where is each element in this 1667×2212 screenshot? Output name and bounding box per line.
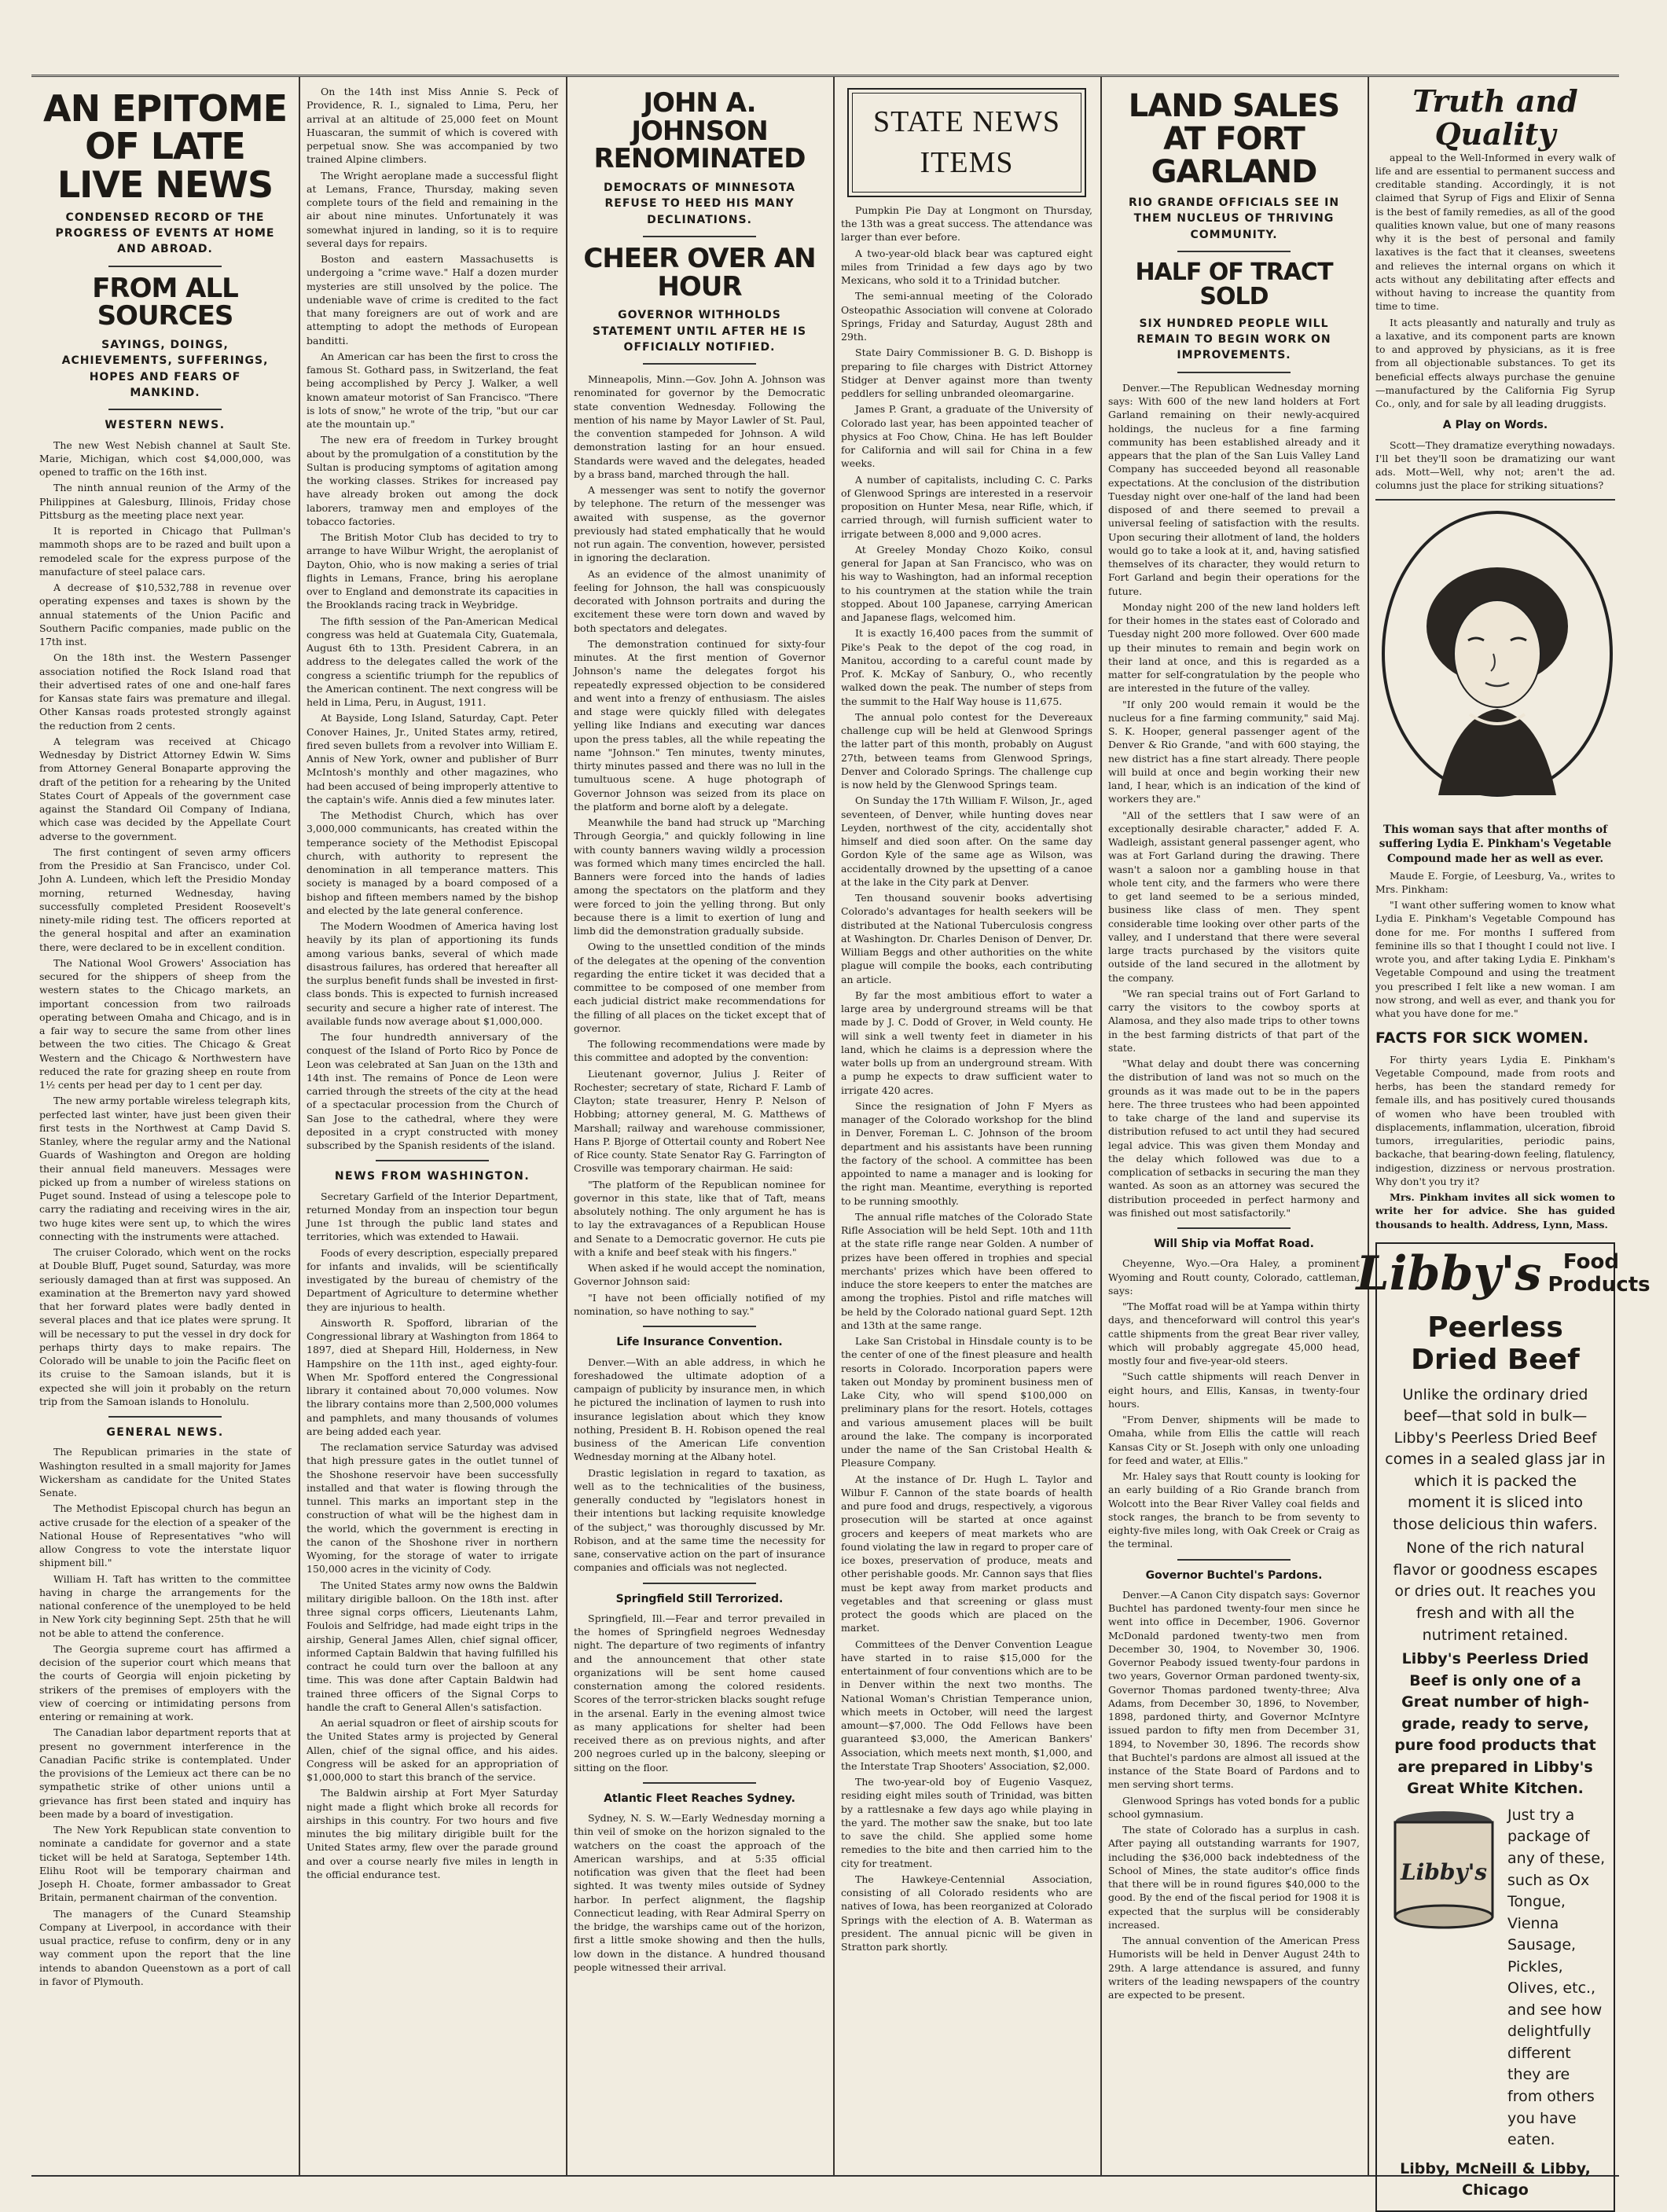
news-paragraph: On the 14th inst Miss Annie S. Peck of Providence, R. I., signaled to Lima, Peru, her arrival at an altitude of 25,000 feet on Mount Huascaran, the summit of which is covered with perpetual snow. She was accompanied by two trained Alpine climbers.: [307, 86, 558, 166]
fleet-heading: Atlantic Fleet Reaches Sydney.: [604, 1792, 795, 1805]
news-paragraph: When asked if he would accept the nomination, Governor Johnson said:: [574, 1262, 825, 1288]
news-paragraph: Pumpkin Pie Day at Longmont on Thursday, the 13th was a great success. The attendance was larger than ever before.: [841, 204, 1092, 244]
news-paragraph: An aerial squadron or fleet of airship scouts for the United States army is projected by General Allen, chief of the signal office, and his aides. Congress will be asked for an appropriation of $1,000,000 to start this branch of the service.: [307, 1717, 558, 1784]
news-paragraph: Owing to the unsettled condition of the minds of the delegates at the opening of the convention regarding the entire ticket it was decided that a committee to be composed of one member from each judicial district make recommendations for the filling of all places on the ticket except that of governor.: [574, 941, 825, 1034]
news-paragraph: The managers of the Cunard Steamship Company at Liverpool, in accordance with their usual practice, refuse to confirm, deny or in any way comment upon the report that the line intends to abandon Queenstown as a port of call in favor of Plymouth.: [39, 1907, 291, 1987]
column-3: [574, 85, 825, 2167]
news-paragraph: Sydney, N. S. W.—Early Wednesday morning a thin veil of smoke on the horizon signaled to the watchers on the coast the approach of the American warships, and at 5:35 official notification was given that the fleet had been sighted. It was twenty miles outside of Sydney harbor. In perfect alignment, the flagship Connecticut leading, with Rear Admiral Sperry on the bridge, the warships came out of the horizon, first a little smoke showing and then the hulls, low down in the distance. A hundred thousand people witnessed their arrival.: [574, 1812, 825, 1973]
news-paragraph: The following recommendations were made by this committee and adopted by the convention:: [574, 1038, 825, 1064]
news-paragraph: Ten thousand souvenir books advertising Colorado's advantages for health seekers will be distributed at the National Tuberculosis congress at Washington. Dr. Charles Denison of Denver, Dr. William Beggs and other authorities on the white plague will compile the books, each contributing an article.: [841, 892, 1092, 985]
all-sources-headline: FROM ALL SOURCES: [92, 272, 238, 332]
libbys-copy-4: Just try a package of any of these, such as Ox Tongue, Vienna Sausage, Pickles, Olives, etc., and see how delightfully different they are from others you have eaten.: [1507, 1806, 1606, 2149]
libbys-logo: Libby's: [1356, 1245, 1542, 1301]
news-paragraph: The first contingent of seven army officers from the Presidio at San Francisco, under Col. John A. Lundeen, which left the Presidio Monday morning, returned Wednesday, having successfully completed President Roosevelt's ninety-mile riding test. The officers reported at the general hospital and after an examination there, were declared to be in excellent condition.: [39, 846, 291, 953]
news-paragraph: A messenger was sent to notify the governor by telephone. The return of the messenger was awaited with suspense, as the governor previously had stated emphatically that he would not run again. The convention, however, persisted in ignoring the declaration.: [574, 484, 825, 564]
half-tract-headline: HALF OF TRACT SOLD: [1135, 258, 1333, 311]
dried-beef-jar-illustration: [1385, 1805, 1503, 1931]
column-6-ads: [1356, 83, 1650, 2199]
news-paragraph: The Modern Woodmen of America having lost heavily by its plan of apportioning its funds among various banks, several of which made disastrous failures, has ordered that hereafter all the surplus benefit funds shall be invested in first-class bonds. This is expected to furnish increased security and secure a higher rate of interest. The available funds now average about $1,000,000.: [307, 920, 558, 1027]
news-paragraph: Drastic legislation in regard to taxation, as well as to the technicalities of the business, generally conducted by "legislators honest in their intentions but lacking requisite knowledge of the subject," was thoroughly discussed by Mr. Robison, and at the same time the necessity for sane, conservative action on the part of insurance companies and officials was not neglected.: [574, 1466, 825, 1574]
general-news-list: [39, 1445, 291, 1988]
facts-for-sick-women-heading: FACTS FOR SICK WOMEN.: [1375, 1029, 1589, 1047]
news-paragraph: The Republican primaries in the state of Washington resulted in a small majority for James Wickersham as candidate for the United States Senate.: [39, 1446, 291, 1499]
news-paragraph: Since the resignation of John F Myers as manager of the Colorado workshop for the blind in Denver, Foreman L. C. Johnson of the broom department and his assistants have been running the factory of the school. A committee has been appointed to name a manager and is looking for the right man. Meantime, everything is reported to be running smoothly.: [841, 1099, 1092, 1207]
western-news-heading: WESTERN NEWS.: [105, 419, 226, 432]
news-paragraph: The annual polo contest for the Devereaux challenge cup will be held at Glenwood Springs the latter part of this month, probably on August 27th, between teams from Glenwood Springs, Denver and Colorado Springs. The challenge cup is now held by the Glenwood Springs team.: [841, 710, 1092, 791]
libbys-signature: Libby, McNeill & Libby, Chicago: [1400, 2159, 1591, 2199]
news-paragraph: The National Wool Growers' Association has secured for the shippers of sheep from the western states to the Chicago markets, an important concession from two railroads operating between Omaha and Chicago, and is in a fair way to secure the same from other lines between the two cities. The Chicago & Great Western and the Chicago & Northwestern have reduced the rate for grazing sheep en route from 1½ cents per head per day to 1 cent per day.: [39, 956, 291, 1091]
libbys-copy-2: None of the rich natural flavor or goodness escapes or dries out. It reaches you fresh and with all the nutriment retained.: [1393, 1539, 1598, 1644]
news-paragraph: Glenwood Springs has voted bonds for a public school gymnasium.: [1108, 1794, 1360, 1820]
news-paragraph: The annual convention of the American Press Humorists will be held in Denver August 24th to 29th. A large attendance is assured, and funny writers of the leading newspapers of the country are expected to be present.: [1108, 1935, 1360, 2001]
fig-syrup-copy: appeal to the Well-Informed in every walk of life and are essential to permanent success and creditable standing. Accordingly, it is not claimed that Syrup of Figs and Elixir of Senna is the best of family remedies, as all of the good qualities known value, but one of many reasons why it is the best of personal and family laxatives is the fact that it cleanses, sweetens and relieves the internal organs on which it acts without any debilitating after effects and without having to increase the quantity from time to time.: [1375, 151, 1615, 313]
news-paragraph: The ninth annual reunion of the Army of the Philippines at Galesburg, Illinois, Friday chose Pittsburg as the meeting place next year.: [39, 482, 291, 521]
news-paragraph: At Bayside, Long Island, Saturday, Capt. Peter Conover Haines, Jr., United States army, retired, fired seven bullets from a revolver into William E. Annis of New York, owner and publisher of Burr McIntosh's monthly and other magazines, who had been accused of being improperly attentive to the captain's wife. Annis died a few minutes later.: [307, 712, 558, 805]
news-paragraph: The semi-annual meeting of the Colorado Osteopathic Association will convene at Colorado Springs, Friday and Saturday, August 28th and 29th.: [841, 290, 1092, 343]
washington-news-heading: NEWS FROM WASHINGTON.: [334, 1170, 531, 1183]
news-paragraph: Lake San Cristobal in Hinsdale county is to be the center of one of the finest pleasure and health resorts in Colorado. Incorporation papers were taken out Monday by prominent business men of Lake City, who will spend $100,000 on preliminary plans for the resort. Hotels, cottages and various amusement places will be built around the lake. The company is incorporated under the name of the San Cristobal Health & Pleasure Company.: [841, 1335, 1092, 1469]
news-paragraph: Secretary Garfield of the Interior Department, returned Monday from an inspection tour begun June 1st through the public land states and territories, which was extended to Hawaii.: [307, 1190, 558, 1243]
news-paragraph: "Such cattle shipments will reach Denver in eight hours, and Ellis, Kansas, in twenty-four hours.: [1108, 1370, 1360, 1410]
news-paragraph: At Greeley Monday Chozo Koiko, consul general for Japan at San Francisco, who was on his way to Washington, had an informal reception to his countrymen at the station while the train stopped. About 100 Japanese, carrying American and Japanese flags, welcomed him.: [841, 543, 1092, 624]
johnson-headline: JOHN A. JOHNSON RENOMINATED: [593, 87, 806, 175]
western-news-list: [39, 438, 291, 1409]
news-paragraph: "We ran special trains out of Fort Garland to carry the visitors to the cowboy sports at Alamosa, and they also made trips to other towns in the best farming districts of that part of the state.: [1108, 987, 1360, 1054]
truth-quality-title: Truth and Quality: [1412, 83, 1578, 152]
news-paragraph: As an evidence of the almost unanimity of feeling for Johnson, the hall was conspicuously decorated with Johnson portraits and during the excitement these were torn down and waved by both spectators and delegates.: [574, 567, 825, 634]
jar-label: Libby's: [1400, 1858, 1488, 1885]
news-paragraph: The United States army now owns the Baldwin military dirigible balloon. On the 18th inst. after three signal corps officers, Lieutenants Lahm, Foulois and Selfridge, had made eight trips in the airship, General James Allen, chief signal officer, informed Captain Baldwin that having fulfilled his contract he could turn over the balloon at any time. This was done after Captain Baldwin had trained three officers of the Signal Corps to handle the craft to General Allen's satisfaction.: [307, 1579, 558, 1713]
life-insurance-heading: Life Insurance Convention.: [616, 1336, 783, 1349]
springfield-heading: Springfield Still Terrorized.: [615, 1592, 784, 1605]
land-sales-deck: RIO GRANDE OFFICIALS SEE IN THEM NUCLEUS OF THRIVING COMMUNITY.: [1128, 196, 1340, 241]
johnson-deck: DEMOCRATS OF MINNESOTA REFUSE TO HEED HIS MANY DECLINATIONS.: [603, 182, 796, 226]
column-1: [39, 85, 291, 2167]
news-paragraph: Mr. Haley says that Routt county is looking for an early building of a Rio Grande branch from Wolcott into the Bear River Valley coal fields and stock ranges, the branch to be from seventy to eighty-five miles long, with Oak Creek or Craig as the terminal.: [1108, 1470, 1360, 1550]
news-paragraph: The British Motor Club has decided to try to arrange to have Wilbur Wright, the aeroplanist of Dayton, Ohio, who is now making a series of trial flights in Lemans, France, bring his aeroplane over to England and demonstrate its capacities in the Brooklands racing track in Weybridge.: [307, 531, 558, 611]
cheer-headline: CHEER OVER AN HOUR: [583, 242, 816, 303]
news-paragraph: Denver.—The Republican Wednesday morning says: With 600 of the new land holders at Fort Garland remaining on their newly-acquired holdings, the nucleus for a fine farming community has been established already and it appears that the plan of the San Luis Valley Land Company has succeeded beyond all reasonable expectations. At the conclusion of the distribution Tuesday night over one-half of the land had been disposed of and there seemed to prevail a universal feeling of satisfaction with the results. Upon securing their allotment of land, the holders would go to take a look at it, and, having satisfied themselves of its character, they would return to Fort Garland and begin their operations for the future.: [1108, 381, 1360, 597]
column-2: [307, 85, 558, 2167]
news-paragraph: The new era of freedom in Turkey brought about by the promulgation of a constitution by the Sultan is producing symptoms of agitation among the working classes. Strikes for increased pay have already broken out among the dock laborers, tramway men and employes of the tobacco factories.: [307, 434, 558, 527]
news-paragraph: On Sunday the 17th William F. Wilson, Jr., aged seventeen, of Denver, while hunting doves near Leyden, northwest of the city, accidentally shot himself and died soon after. On the same day Gordon Kyle of the same age as Wilson, was accidentally drowned by the upsetting of a canoe at the lake in the City park at Denver.: [841, 794, 1092, 888]
news-paragraph: The new army portable wireless telegraph kits, perfected last winter, have just been given their first tests in the Northwest at Camp David S. Stanley, where the regular army and the National Guards of Washington and Oregon are holding their annual field maneuvers. Messages were picked up from a number of wireless stations on Puget sound. Instead of using a telescope pole to carry the radiating and receiving wires in the air, two huge kites were sent up, to which the wires connecting with the instruments were attached.: [39, 1095, 291, 1242]
play-on-words-heading: A Play on Words.: [1442, 419, 1548, 432]
column-rule: [833, 77, 835, 2175]
column-rule: [1368, 77, 1369, 2175]
play-on-words-text: Scott—They dramatize everything nowadays. I'll bet they'll soon be dramatizing our want ads. Mott—Well, why not; aren't the ad. columns just the place for striking situations?: [1375, 438, 1615, 492]
news-paragraph: By far the most ambitious effort to water a large area by underground streams will be that made by J. C. Dodd of Grover, in Weld county. He will sink a well twenty feet in diameter in his land, which he claims is a depression where the water bolls up from an underground stream. With a pump he expects to draw sufficient water to irrigate 420 acres.: [841, 989, 1092, 1096]
news-paragraph: The demonstration continued for sixty-four minutes. At the first mention of Governor Johnson's name the delegates forgot his repeatedly expressed objection to be considered and went into a frenzy of enthusiasm. The aisles and stage were quickly filled with delegates yelling like Indians and executing war dances upon the press tables, all the while repeating the name "Johnson." Ten minutes, twenty minutes, thirty minutes passed and there was no lull in the tumultuous scene. A huge photograph of Governor Johnson was seized from its place on the platform and borne aloft by a delegate.: [574, 637, 825, 813]
epitome-headline: AN EPITOME OF LATE LIVE NEWS: [42, 87, 288, 206]
news-paragraph: The Georgia supreme court has affirmed a decision of the superior court which means that the courts of Georgia will enjoin picketing by strikers of the premises of employers with the view of coercing or intimidating persons from entering or remaining at work.: [39, 1642, 291, 1723]
news-paragraph: "I have not been officially notified of my nomination, so have nothing to say.": [574, 1291, 825, 1317]
news-paragraph: Foods of every description, especially prepared for infants and invalids, will be scientifically investigated by the bureau of chemistry of the Department of Agriculture to determine whether they are injurious to health.: [307, 1246, 558, 1313]
news-paragraph: "What delay and doubt there was concerning the distribution of land was not so much on the grounds as it was made out to be in the papers here. The three trustees who had been appointed to take charge of the land and supervise its distribution refused to act until they had secured legal advice. This was given them Monday and the delay which followed was due to a complication of setbacks in securing the man they wanted. As soon as an attorney was secured the distribution proceeded in perfect harmony and was finished out most satisfactorily.": [1108, 1058, 1360, 1219]
news-paragraph: State Dairy Commissioner B. G. D. Bishopp is preparing to file charges with District Attorney Stidger at Denver against more than twenty peddlers for selling unbranded oleomargarine.: [841, 347, 1092, 400]
state-news-box: [847, 88, 1086, 197]
peerless-dried-beef-heading: Peerless Dried Beef: [1411, 1311, 1580, 1377]
news-paragraph: It is exactly 16,400 paces from the summit of Pike's Peak to the depot of the cog road, in Manitou, according to a careful count made by Prof. K. McKay of Sanbury, O., who recently walked down the peak. The number of steps from the summit to the Half Way house is 11,675.: [841, 627, 1092, 707]
news-paragraph: A decrease of $10,532,788 in revenue over operating expenses and taxes is shown by the annual statements of the Union Pacific and Southern Pacific companies, made public on the 17th inst.: [39, 581, 291, 648]
news-paragraph: "The platform of the Republican nominee for governor in this state, like that of Taft, means absolutely nothing. The only argument he has is to lay the extravagances of a Republican House and Senate to a Democratic governor. He cuts pie with a knife and beef steak with his fingers.": [574, 1178, 825, 1258]
libbys-copy-1: Unlike the ordinary dried beef—that sold in bulk—Libby's Peerless Dried Beef comes in a sealed glass jar in which it is packed the moment it is sliced into those delicious thin wafers.: [1385, 1385, 1606, 1533]
news-paragraph: Cheyenne, Wyo.—Ora Haley, a prominent Wyoming and Routt county, Colorado, cattleman, says:: [1108, 1257, 1360, 1297]
pinkham-letter: "I want other suffering women to know what Lydia E. Pinkham's Vegetable Compound has done for me. For months I suffered from feminine ills so that I thought I could not live. I wrote you, and after taking Lydia E. Pinkham's Vegetable Compound and using the treatment you prescribed I felt like a new woman. I am now strong, and well as ever, and thank you for what you have done for me.": [1375, 899, 1615, 1020]
column-5: [1108, 85, 1360, 2167]
news-paragraph: A telegram was received at Chicago Wednesday by District Attorney Edwin W. Sims from Attorney General Bonaparte approving the draft of the petition for a rehearing by the United States Court of Appeals of the government case against the Standard Oil Company of Indiana, which case was decided by the Appellate Court adverse to the government.: [39, 735, 291, 842]
news-paragraph: The annual rifle matches of the Colorado State Rifle Association will be held Sept. 10th and 11th at the state rifle range near Golden. A number of prizes have been offered in trophies and special merchants' prizes which have been offered to induce the store keepers to enter the matches are among the trophies. Pistol and rifle matches will be held by the Colorado national guard Sept. 12th and 13th at the same range.: [841, 1210, 1092, 1331]
news-paragraph: "The Moffat road will be at Yampa within thirty days, and thenceforward will control this year's cattle shipments from the great Bear river valley, which will probably aggregate 45,000 head, mostly four and five-year-old steers.: [1108, 1300, 1360, 1367]
column-rule: [299, 77, 300, 2175]
pinkham-caption: This woman says that after months of suffering Lydia E. Pinkham's Vegetable Compound made her as well as ever.: [1379, 823, 1612, 865]
news-paragraph: The state of Colorado has a surplus in cash. After paying all outstanding warrants for 1907, including the $36,000 back indebtedness of the School of Mines, the state auditor's office finds that there will be in round figures $40,000 to the good. By the end of the fiscal period for 1908 it is expected that the surplus will be considerably increased.: [1108, 1824, 1360, 1931]
state-news-headline: STATE NEWS ITEMS: [852, 93, 1081, 193]
news-paragraph: It is reported in Chicago that Pullman's mammoth shops are to be razed and built upon a remodeled scale for the express purpose of the manufacture of steel palace cars.: [39, 525, 291, 578]
news-paragraph: The two-year-old boy of Eugenio Vasquez, residing eight miles south of Trinidad, was bitten by a rattlesnake a few days ago while playing in the yard. The mother saw the snake, but too late to save the child. She applied some home remedies to the bite and then carried him to the city for treatment.: [841, 1776, 1092, 1869]
news-paragraph: The Canadian labor department reports that at present no government interference in the Canadian Pacific strike is contemplated. Under the provisions of the Lemieux act there can be no sympathetic strike of other unions until a grievance has first been stated and inquiry has been made by a board of investigation.: [39, 1726, 291, 1820]
news-paragraph: A number of capitalists, including C. C. Parks of Glenwood Springs are interested in a reservoir proposition on Hunter Mesa, near Rifle, which, if carried through, will furnish sufficient water to irrigate between 8,000 and 9,000 acres.: [841, 473, 1092, 540]
news-paragraph: The four hundredth anniversary of the conquest of the Island of Porto Rico by Ponce de Leon was celebrated at San Juan on the 13th and 14th inst. The remains of Ponce de Leon were carried through the streets of the city at the head of a spectacular procession from the Church of San Jose to the cathedral, where they were deposited in a crypt constructed with money subscribed by the Spanish residents of the island.: [307, 1031, 558, 1151]
news-paragraph: William H. Taft has written to the committee having in charge the arrangements for the national conference of the unemployed to be held in New York city beginning Sept. 25th that he will not be able to attend the conference.: [39, 1572, 291, 1639]
news-paragraph: Monday night 200 of the new land holders left for their homes in the states east of Colorado and Tuesday night 200 more followed. Over 600 made up their minutes to remain and begin work on their land at once, and this is regarded as a matter for self-congratulation by the people who are interested in the future of the valley.: [1108, 600, 1360, 695]
news-paragraph: "All of the settlers that I saw were of an exceptionally desirable character," added F. A. Wadleigh, assistant general passenger agent, who was at Fort Garland during the drawing. There wasn't a saloon nor a gambling house in that whole tent city, and the farmers who were there to get land seemed to be a serious minded, business like class of men. They spent considerable time looking over other parts of the valley, and I understand that there were several large tracts purchased by the visitors quite outside of the land secured in the allotment by the company.: [1108, 809, 1360, 984]
news-paragraph: The Methodist Church, which has over 3,000,000 communicants, has created within the temperance society of the Methodist Episcopal church, with authority to represent the denomination in all temperance matters. This society is managed by a board composed of a bishop and fifteen members named by the bishop and elected by the late general conference.: [307, 809, 558, 916]
news-paragraph: The reclamation service Saturday was advised that high pressure gates in the outlet tunnel of the Shoshone reservoir have been successfully installed and that water is flowing through the tunnel. This marks an important step in the construction of what will be the highest dam in the world, which the government is erecting in the canon of the Shoshone river in northern Wyoming, for the storage of water to irrigate 150,000 acres in the vicinity of Cody.: [307, 1441, 558, 1576]
news-paragraph: Boston and eastern Massachusetts is undergoing a "crime wave." Half a dozen murder mysteries are still unsolved by the police. The undeniable wave of crime is credited to the fact that many foreigners are out of work and are attempting to adopt the methods of European banditti.: [307, 253, 558, 347]
facts-text: For thirty years Lydia E. Pinkham's Vegetable Compound, made from roots and herbs, has been the standard remedy for female ills, and has positively cured thousands of women who have been troubled with displacements, inflammation, ulceration, fibroid tumors, irregularities, periodic pains, backache, that bearing-down feeling, flatulency, indigestion, dizziness or nervous prostration. Why don't you try it?: [1375, 1053, 1615, 1187]
column-4: [841, 85, 1092, 2167]
libbys-advertisement: [1356, 1242, 1650, 2212]
food-products-label: Food Products: [1548, 1250, 1650, 1297]
news-paragraph: The Baldwin airship at Fort Myer Saturday night made a flight which broke all records for airships in this country. For two hours and five minutes the big military dirigible built for the United States army, flew over the parade ground and over a course nearly five miles in length in the official endurance test.: [307, 1787, 558, 1880]
moffat-road-heading: Will Ship via Moffat Road.: [1154, 1238, 1314, 1251]
news-paragraph: Minneapolis, Minn.—Gov. John A. Johnson was renominated for governor by the Democratic state convention Wednesday. Following the mention of his name by Mayor Lawler of St. Paul, the convention stampeded for Johnson. A wild demonstration lasting for an hour ensued. Standards were waved and the delegates, headed by a brass band, marched through the hall.: [574, 373, 825, 480]
column-rule: [566, 77, 567, 2175]
news-paragraph: James P. Grant, a graduate of the University of Colorado last year, has been appointed teacher of physics at Foo Chow, China. He has left Boulder for California and will sail for China in a few weeks.: [841, 403, 1092, 470]
epitome-deck: CONDENSED RECORD OF THE PROGRESS OF EVENTS AT HOME AND ABROAD.: [55, 211, 275, 256]
news-paragraph: Committees of the Denver Convention League have started in to raise $15,000 for the entertainment of four conventions which are to be in Denver within the next two months. The National Woman's Christian Temperance union, which meets in October, will need the largest amount—$7,000. The Odd Fellows have been guaranteed $3,000, the American Bankers' Association, which meets next month, $1,000, and the Interstate Trap Shooters' Association, $2,000.: [841, 1638, 1092, 1772]
pardons-heading: Governor Buchtel's Pardons.: [1145, 1568, 1323, 1582]
news-paragraph: The fifth session of the Pan-American Medical congress was held at Guatemala City, Guatemala, August 6th to 13th. President Cabrera, in an address to the delegates called the work of the congress a scientific triumph for the republics of the American continent. The next congress will be held in Lima, Peru, in August, 1911.: [307, 614, 558, 708]
news-paragraph: Denver.—A Canon City dispatch says: Governor Buchtel has pardoned twenty-four men since he went into office in December, 1906. Governor McDonald pardoned twenty-two men from December 30, 1904, to November 30, 1906. Governor Peabody issued twenty-four pardons in two years, Governor Orman pardoned twenty-six, Governor Thomas pardoned twenty-three; Alva Adams, from December 30, 1896, to November, 1898, pardoned thirty, and Governor McIntyre issued pardon to fifty men from December 31, 1894, to November 30, 1896. The records show that Buchtel's pardons are almost all issued at the instance of the State Board of Pardons and to men serving short terms.: [1108, 1588, 1360, 1791]
news-paragraph: The cruiser Colorado, which went on the rocks at Double Bluff, Puget sound, Saturday, was more seriously damaged than at first was supposed. An examination at the Bremerton navy yard showed that her forward plates were badly dented in several places and that ice plates were sprung. It will be necessary to put the vessel in dry dock for perhaps thirty days to make repairs. The Colorado will be unable to join the Pacific fleet on its cruise to the Samoan islands, but it is expected she will join it probably on the return trip from the Samoan islands to Honolulu.: [39, 1246, 291, 1407]
news-paragraph: Ainsworth R. Spofford, librarian of the Congressional library at Washington from 1864 to 1897, died at Shepard Hill, Holderness, in New Hampshire on the 11th inst., aged eighty-four. When Mr. Spofford entered the Congressional library it contained about 70,000 volumes. Now the library contains more than 2,500,000 volumes and pamphlets, and many thousands of volumes are being added each year.: [307, 1316, 558, 1437]
libbys-copy-3: Libby's Peerless Dried Beef is only one of a Great number of high-grade, ready to serve, pure food products that are prepared in Libby's Great White Kitchen.: [1394, 1650, 1596, 1798]
cheer-deck: GOVERNOR WITHHOLDS STATEMENT UNTIL AFTER HE IS OFFICIALLY NOTIFIED.: [592, 309, 807, 354]
news-paragraph: Denver.—With an able address, in which he foreshadowed the ultimate adoption of a campaign of publicity by insurance men, in which he pictured the inclination of laymen to rush into insurance legislation about which they know nothing, President B. H. Robison opened the real business of the American Life convention Wednesday morning at the Albany hotel.: [574, 1355, 825, 1463]
news-paragraph: On the 18th inst. the Western Passenger association notified the Rock Island road that their advertised rates of one and one-half fares for Kansas state fairs was premature and illegal. Other Kansas roads protested strongly against the reduction from 2 cents.: [39, 651, 291, 732]
fig-syrup-copy-2: It acts pleasantly and naturally and truly as a laxative, and its component parts are known to and approved by physicians, as it is free from all objectionable substances. To get its beneficial effects always purchase the genuine—manufactured by the California Fig Syrup Co., only, and for sale by all leading druggists.: [1375, 316, 1615, 410]
news-paragraph: Meanwhile the band had struck up "Marching Through Georgia," and quickly following in line with county banners waving wildly a procession was formed which many times encircled the hall. Banners were forced into the hands of ladies among the spectators on the platform and they were forced to join the yelling throng. But only because there is a limit to exertion of lung and limb did the demonstration gradually subside.: [574, 816, 825, 937]
news-paragraph: A two-year-old black bear was captured eight miles from Trinidad a few days ago by two Mexicans, who sold it to a Trinidad butcher.: [841, 247, 1092, 287]
pinkham-invite: Mrs. Pinkham invites all sick women to write her for advice. She has guided thousands to health. Address, Lynn, Mass.: [1375, 1191, 1615, 1231]
newspaper-page: [31, 75, 1650, 2199]
column-rule: [1100, 77, 1102, 2175]
news-paragraph: The new West Nebish channel at Sault Ste. Marie, Michigan, which cost $4,000,000, was opened to traffic on the 16th inst.: [39, 438, 291, 479]
general-news-heading: GENERAL NEWS.: [106, 1426, 224, 1440]
news-paragraph: At the instance of Dr. Hugh L. Taylor and Wilbur F. Cannon of the state boards of health and pure food and drugs, respectively, a vigorous prosecution will be started at once against grocers and keepers of meat markets who are found violating the law in regard to proper care of ice boxes, preservation of produce, meats and other perishable goods. Mr. Cannon says that flies must be kept away from market products and vegetables and that screening or glass must protect the goods which are placed on the market.: [841, 1473, 1093, 1634]
news-paragraph: "From Denver, shipments will be made to Omaha, while from Ellis the cattle will reach Kansas City or St. Joseph with only one unloading for feed and water, at Ellis.": [1108, 1414, 1360, 1466]
all-sources-deck: SAYINGS, DOINGS, ACHIEVEMENTS, SUFFERINGS, HOPES AND FEARS OF MANKIND.: [61, 339, 269, 400]
news-paragraph: The Methodist Episcopal church has begun an active crusade for the election of a speaker of the National House of Representatives "who will allow Congress to vote the interstate liquor shipment bill.": [39, 1502, 291, 1569]
news-paragraph: An American car has been the first to cross the famous St. Gothard pass, in Switzerland, the feat being accomplished by Percy J. Walker, a well known amateur motorist of San Francisco. "There is lots of snow," he wrote of the trip, "but our car ate the mountain up.": [307, 350, 558, 430]
news-paragraph: "If only 200 would remain it would be the nucleus for a fine farming community," said Maj. S. K. Hooper, general passenger agent of the Denver & Rio Grande, "and with 600 staying, the new district has a fine start already. There people will build at once and begin working their new land, I hear, which is an indication of the kind of workers they are.": [1108, 698, 1360, 805]
news-paragraph: The New York Republican state convention to nominate a candidate for governor and a state ticket will be held at Saratoga, September 14th. Elihu Root will be temporary chairman and Joseph H. Choate, former ambassador to Great Britain, permanent chairman of the convention.: [39, 1824, 291, 1904]
news-paragraph: The Hawkeye-Centennial Association, consisting of all Colorado residents who are natives of Iowa, has been reorganized at Colorado Springs with the election of A. B. Waterman as president. The annual picnic will be given in Stratton park shortly.: [841, 1873, 1092, 1953]
half-tract-deck: SIX HUNDRED PEOPLE WILL REMAIN TO BEGIN WORK ON IMPROVEMENTS.: [1136, 317, 1331, 362]
news-paragraph: The Wright aeroplane made a successful flight at Lemans, France, Thursday, making seven complete tours of the field and remaining in the air about nine minutes. Unfortunately it was somewhat injured in landing, so it is to require several days for repairs.: [307, 169, 558, 249]
woman-portrait-illustration: [1375, 508, 1619, 815]
news-paragraph: Springfield, Ill.—Fear and terror prevailed in the homes of Springfield negroes Wednesday night. The departure of two regiments of infantry and the announcement that other state organizations will be sent home caused consternation among the colored residents. Scores of the terror-stricken blacks sought refuge in the arsenal. Early in the evening almost twice as many applications for shelter had been received there as on previous nights, and after 200 negroes curled up in the balcony, sleeping or sitting on the floor.: [574, 1612, 825, 1774]
pinkham-letter-intro: Maude E. Forgie, of Leesburg, Va., writes to Mrs. Pinkham:: [1375, 869, 1615, 895]
news-paragraph: Lieutenant governor, Julius J. Reiter of Rochester; secretary of state, Richard F. Lamb of Clayton; state treasurer, Henry P. Nelson of Hobbing; attorney general, M. G. Matthews of Marshall; railway and warehouse commissioner, Hans P. Bjorge of Ottertail county and Robert Nee of Rice county. State Senator Ray G. Farrington of Crosville was temporary chairman. He said:: [574, 1067, 825, 1175]
land-sales-headline: LAND SALES AT FORT GARLAND: [1128, 88, 1340, 190]
